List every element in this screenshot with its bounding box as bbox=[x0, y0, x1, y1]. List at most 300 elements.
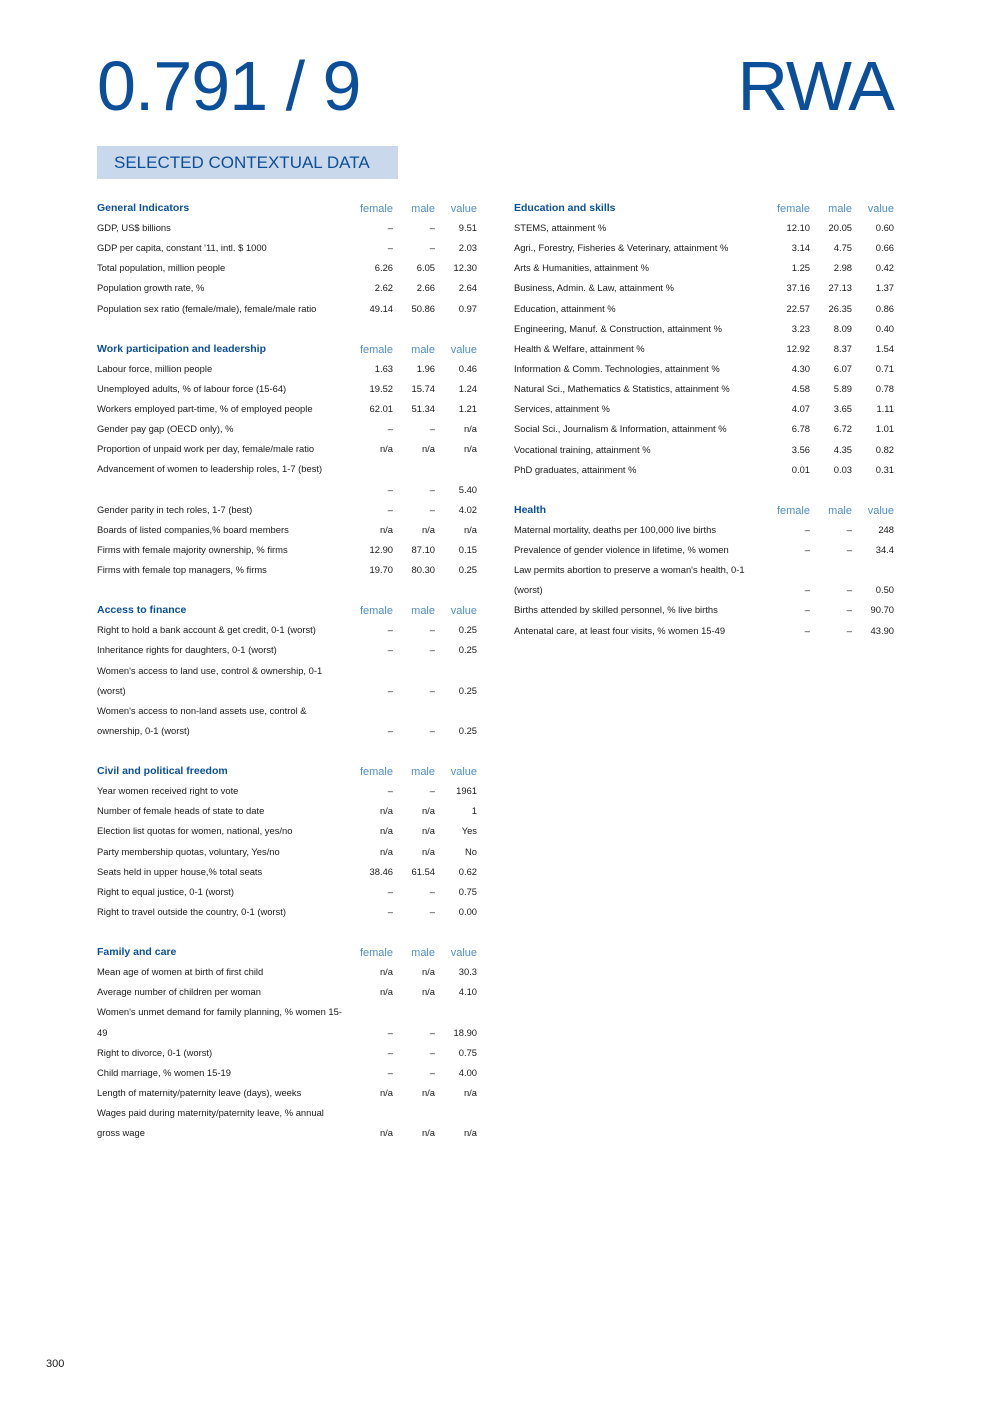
male-value: 51.34 bbox=[411, 402, 435, 414]
female-value: – bbox=[804, 523, 810, 535]
male-value: 5.89 bbox=[833, 383, 852, 395]
row-label: GDP, US$ billions bbox=[97, 222, 171, 233]
row-label: Proportion of unpaid work per day, female/male ratio bbox=[97, 443, 315, 455]
column-header-value: value bbox=[450, 766, 477, 779]
section-work-participation-and-leadership bbox=[97, 339, 477, 581]
section-title: Family and care bbox=[97, 946, 177, 959]
section-header bbox=[97, 198, 477, 218]
table-row bbox=[514, 419, 894, 439]
table-row bbox=[97, 842, 477, 862]
row-label: Education, attainment % bbox=[514, 302, 616, 314]
section-title: Access to finance bbox=[97, 604, 187, 617]
row-label: PhD graduates, attainment % bbox=[514, 463, 637, 475]
table-row bbox=[97, 1083, 477, 1103]
male-value: – bbox=[429, 624, 435, 636]
male-value: n/a bbox=[421, 443, 435, 455]
row-label: Average number of children per woman bbox=[97, 986, 261, 998]
column-header-value: value bbox=[450, 605, 477, 618]
column-header-male: male bbox=[411, 343, 435, 356]
row-label: Unemployed adults, % of labour force (15-64) bbox=[97, 382, 287, 394]
ratio-value: 0.25 bbox=[458, 624, 477, 636]
female-value: – bbox=[387, 1066, 393, 1078]
ratio-value: n/a bbox=[463, 1127, 477, 1139]
female-value: 4.30 bbox=[791, 362, 810, 374]
female-value: 1.63 bbox=[374, 362, 393, 374]
ratio-value: 1961 bbox=[456, 785, 477, 797]
table-row bbox=[97, 862, 477, 882]
female-value: 1.25 bbox=[791, 262, 810, 274]
male-value: 50.86 bbox=[411, 302, 435, 314]
row-label: Wages paid during maternity/paternity leave, % annual gross wage bbox=[97, 1107, 324, 1139]
male-value: – bbox=[429, 423, 435, 435]
row-label: Right to travel outside the country, 0-1 (worst) bbox=[97, 905, 286, 917]
column-header-value: value bbox=[450, 343, 477, 356]
female-value: 6.26 bbox=[374, 262, 393, 274]
table-row bbox=[514, 440, 894, 460]
section-general-indicators bbox=[97, 198, 477, 319]
ratio-value: 0.97 bbox=[458, 302, 477, 314]
section-access-to-finance bbox=[97, 600, 477, 741]
ratio-value: 2.64 bbox=[458, 282, 477, 294]
table-row bbox=[97, 1103, 477, 1143]
male-value: – bbox=[429, 222, 435, 233]
table-row bbox=[97, 299, 477, 319]
female-value: 38.46 bbox=[369, 865, 393, 877]
ratio-value: n/a bbox=[463, 423, 477, 435]
row-label: Right to divorce, 0-1 (worst) bbox=[97, 1046, 213, 1058]
row-label: Gender parity in tech roles, 1-7 (best) bbox=[97, 503, 253, 515]
ratio-value: 5.40 bbox=[458, 483, 477, 495]
column-header-female: female bbox=[776, 504, 810, 517]
section-title: Civil and political freedom bbox=[97, 765, 228, 778]
row-label: Births attended by skilled personnel, % live births bbox=[514, 604, 718, 616]
table-row bbox=[514, 399, 894, 419]
ratio-value: 0.31 bbox=[875, 463, 894, 475]
row-label: Natural Sci., Mathematics & Statistics, attainment % bbox=[514, 383, 730, 395]
row-label: Health & Welfare, attainment % bbox=[514, 342, 645, 354]
table-row bbox=[97, 1002, 477, 1042]
female-value: – bbox=[804, 624, 810, 636]
section-header bbox=[97, 942, 477, 962]
row-label: Length of maternity/paternity leave (days), weeks bbox=[97, 1086, 302, 1098]
table-row bbox=[514, 339, 894, 359]
ratio-value: 0.71 bbox=[875, 362, 894, 374]
male-value: n/a bbox=[421, 1127, 435, 1139]
row-label: Social Sci., Journalism & Information, attainment % bbox=[514, 423, 727, 435]
table-row bbox=[97, 821, 477, 841]
female-value: 37.16 bbox=[786, 282, 810, 294]
female-value: – bbox=[387, 624, 393, 636]
table-row bbox=[97, 459, 477, 499]
ratio-value: 90.70 bbox=[870, 604, 894, 616]
table-row bbox=[97, 962, 477, 982]
column-header-male: male bbox=[411, 203, 435, 215]
row-label: Business, Admin. & Law, attainment % bbox=[514, 282, 674, 294]
section-header bbox=[514, 500, 894, 520]
row-label: Mean age of women at birth of first child bbox=[97, 966, 264, 978]
female-value: 3.56 bbox=[791, 443, 810, 455]
male-value: – bbox=[846, 604, 852, 616]
male-value: n/a bbox=[421, 986, 435, 998]
table-row bbox=[97, 439, 477, 459]
country-code: RWA bbox=[737, 47, 894, 125]
female-value: – bbox=[387, 785, 393, 797]
table-row bbox=[514, 319, 894, 339]
ratio-value: 12.30 bbox=[453, 262, 477, 274]
ratio-value: 18.90 bbox=[453, 1026, 477, 1038]
row-label: Boards of listed companies,% board members bbox=[97, 523, 289, 535]
ratio-value: n/a bbox=[463, 523, 477, 535]
section-header bbox=[97, 339, 477, 359]
female-value: – bbox=[387, 684, 393, 696]
column-header-male: male bbox=[828, 203, 852, 215]
left-column bbox=[97, 198, 477, 1163]
table-row bbox=[97, 982, 477, 1002]
row-label: Women's unmet demand for family planning, % women 15-49 bbox=[97, 1006, 342, 1038]
female-value: – bbox=[387, 242, 393, 254]
column-header-value: value bbox=[450, 203, 477, 215]
female-value: 6.78 bbox=[791, 423, 810, 435]
column-header-value: value bbox=[867, 203, 894, 215]
table-row bbox=[97, 882, 477, 902]
female-value: – bbox=[387, 1026, 393, 1038]
female-value: 4.58 bbox=[791, 383, 810, 395]
row-label: Gender pay gap (OECD only), % bbox=[97, 423, 234, 435]
female-value: – bbox=[387, 644, 393, 656]
male-value: n/a bbox=[421, 966, 435, 978]
row-label: Right to hold a bank account & get credit, 0-1 (worst) bbox=[97, 624, 316, 636]
row-label: Election list quotas for women, national, yes/no bbox=[97, 825, 293, 837]
column-header-value: value bbox=[450, 947, 477, 960]
row-label: GDP per capita, constant '11, intl. $ 1000 bbox=[97, 242, 267, 254]
male-value: 6.72 bbox=[833, 423, 852, 435]
score-heading: 0.791 / 9 bbox=[97, 47, 361, 125]
row-label: Inheritance rights for daughters, 0-1 (worst) bbox=[97, 644, 277, 656]
table-row bbox=[514, 379, 894, 399]
ratio-value: 0.86 bbox=[875, 302, 894, 314]
column-header-female: female bbox=[776, 203, 810, 215]
female-value: 0.01 bbox=[791, 463, 810, 475]
table-row bbox=[514, 520, 894, 540]
female-value: 3.23 bbox=[791, 322, 810, 334]
table-row bbox=[97, 640, 477, 660]
female-value: – bbox=[387, 483, 393, 495]
ratio-value: 248 bbox=[878, 523, 894, 535]
male-value: – bbox=[429, 724, 435, 736]
section-title: General Indicators bbox=[97, 202, 190, 214]
table-row bbox=[514, 238, 894, 258]
row-label: Women's access to land use, control & ownership, 0-1 (worst) bbox=[97, 664, 323, 696]
ratio-value: 0.42 bbox=[875, 262, 894, 274]
ratio-value: 0.82 bbox=[875, 443, 894, 455]
male-value: – bbox=[429, 503, 435, 515]
ratio-value: 2.03 bbox=[458, 242, 477, 254]
table-row bbox=[514, 278, 894, 298]
female-value: n/a bbox=[379, 1086, 393, 1098]
column-header-female: female bbox=[359, 343, 393, 356]
row-label: Women's access to non-land assets use, control & ownership, 0-1 (worst) bbox=[97, 704, 307, 736]
column-header-male: male bbox=[411, 605, 435, 618]
male-value: 1.96 bbox=[416, 362, 435, 374]
table-row bbox=[97, 379, 477, 399]
female-value: 3.14 bbox=[791, 242, 810, 254]
table-row bbox=[514, 218, 894, 238]
table-row bbox=[514, 560, 894, 600]
ratio-value: 0.50 bbox=[875, 584, 894, 596]
female-value: 4.07 bbox=[791, 403, 810, 415]
column-header-female: female bbox=[359, 766, 393, 779]
row-label: Advancement of women to leadership roles, 1-7 (best) bbox=[97, 463, 323, 475]
male-value: – bbox=[429, 684, 435, 696]
row-label: Engineering, Manuf. & Construction, attainment % bbox=[514, 322, 722, 334]
male-value: 8.09 bbox=[833, 322, 852, 334]
female-value: 62.01 bbox=[369, 402, 393, 414]
female-value: – bbox=[387, 905, 393, 917]
column-header-female: female bbox=[359, 203, 393, 215]
female-value: n/a bbox=[379, 443, 393, 455]
section-civil-and-political-freedom bbox=[97, 761, 477, 922]
female-value: – bbox=[804, 584, 810, 596]
male-value: 4.75 bbox=[833, 242, 852, 254]
column-header-male: male bbox=[411, 766, 435, 779]
table-row bbox=[514, 460, 894, 480]
row-label: Arts & Humanities, attainment % bbox=[514, 262, 649, 274]
female-value: 49.14 bbox=[369, 302, 393, 314]
ratio-value: 0.25 bbox=[458, 724, 477, 736]
ratio-value: 0.46 bbox=[458, 362, 477, 374]
female-value: – bbox=[387, 885, 393, 897]
right-column bbox=[514, 198, 894, 661]
male-value: 2.66 bbox=[416, 282, 435, 294]
row-label: Agri., Forestry, Fisheries & Veterinary, attainment % bbox=[514, 242, 729, 254]
table-row bbox=[97, 218, 477, 238]
table-row bbox=[97, 781, 477, 801]
ratio-value: n/a bbox=[463, 1086, 477, 1098]
female-value: 12.90 bbox=[369, 543, 393, 555]
male-value: 20.05 bbox=[828, 222, 852, 233]
section-header bbox=[97, 761, 477, 781]
table-row bbox=[97, 278, 477, 298]
row-label: STEMS, attainment % bbox=[514, 222, 607, 233]
column-header-female: female bbox=[359, 947, 393, 960]
male-value: 8.37 bbox=[833, 342, 852, 354]
table-row bbox=[97, 620, 477, 640]
ratio-value: Yes bbox=[461, 825, 477, 837]
table-row bbox=[97, 419, 477, 439]
male-value: – bbox=[429, 885, 435, 897]
ratio-value: 1.54 bbox=[875, 342, 894, 354]
table-row bbox=[97, 801, 477, 821]
table-row bbox=[97, 238, 477, 258]
ratio-value: 1.01 bbox=[875, 423, 894, 435]
female-value: n/a bbox=[379, 825, 393, 837]
table-row bbox=[97, 359, 477, 379]
male-value: 3.65 bbox=[833, 403, 852, 415]
table-row bbox=[514, 258, 894, 278]
female-value: 19.52 bbox=[369, 382, 393, 394]
male-value: – bbox=[429, 1066, 435, 1078]
female-value: 19.70 bbox=[369, 564, 393, 576]
table-row bbox=[97, 399, 477, 419]
male-value: 2.98 bbox=[833, 262, 852, 274]
ratio-value: No bbox=[465, 845, 477, 857]
ratio-value: 9.51 bbox=[458, 222, 477, 233]
ratio-value: 0.25 bbox=[458, 644, 477, 656]
ratio-value: 34.4 bbox=[875, 543, 894, 555]
table-row bbox=[514, 540, 894, 560]
male-value: – bbox=[429, 905, 435, 917]
section-banner: SELECTED CONTEXTUAL DATA bbox=[97, 146, 398, 179]
table-row bbox=[97, 258, 477, 278]
male-value: – bbox=[429, 483, 435, 495]
male-value: – bbox=[429, 785, 435, 797]
table-row bbox=[514, 600, 894, 620]
male-value: – bbox=[846, 523, 852, 535]
row-label: Party membership quotas, voluntary, Yes/no bbox=[97, 845, 280, 857]
ratio-value: 0.40 bbox=[875, 322, 894, 334]
male-value: n/a bbox=[421, 805, 435, 817]
row-label: Maternal mortality, deaths per 100,000 live births bbox=[514, 523, 717, 535]
female-value: – bbox=[387, 222, 393, 233]
ratio-value: 0.25 bbox=[458, 684, 477, 696]
female-value: n/a bbox=[379, 966, 393, 978]
row-label: Firms with female top managers, % firms bbox=[97, 564, 267, 576]
male-value: – bbox=[846, 624, 852, 636]
ratio-value: 1.21 bbox=[458, 402, 477, 414]
section-health bbox=[514, 500, 894, 641]
table-row bbox=[97, 1043, 477, 1063]
row-label: Vocational training, attainment % bbox=[514, 443, 651, 455]
ratio-value: 4.02 bbox=[458, 503, 477, 515]
male-value: 26.35 bbox=[828, 302, 852, 314]
ratio-value: 4.10 bbox=[458, 986, 477, 998]
female-value: – bbox=[387, 423, 393, 435]
female-value: – bbox=[804, 604, 810, 616]
row-label: Right to equal justice, 0-1 (worst) bbox=[97, 885, 235, 897]
female-value: 2.62 bbox=[374, 282, 393, 294]
row-label: Workers employed part-time, % of employed people bbox=[97, 402, 313, 414]
row-label: Law permits abortion to preserve a woman's health, 0-1 (worst) bbox=[514, 564, 745, 596]
female-value: 12.92 bbox=[786, 342, 810, 354]
ratio-value: 0.66 bbox=[875, 242, 894, 254]
male-value: n/a bbox=[421, 825, 435, 837]
ratio-value: 0.75 bbox=[458, 885, 477, 897]
row-label: Services, attainment % bbox=[514, 403, 610, 415]
row-label: Population growth rate, % bbox=[97, 282, 205, 294]
row-label: Total population, million people bbox=[97, 262, 226, 274]
ratio-value: 0.25 bbox=[458, 564, 477, 576]
row-label: Firms with female majority ownership, % firms bbox=[97, 543, 288, 555]
male-value: 4.35 bbox=[833, 443, 852, 455]
ratio-value: 4.00 bbox=[458, 1066, 477, 1078]
female-value: 12.10 bbox=[786, 222, 810, 233]
table-row bbox=[97, 560, 477, 580]
section-title: Work participation and leadership bbox=[97, 342, 267, 355]
section-family-and-care bbox=[97, 942, 477, 1143]
row-label: Antenatal care, at least four visits, % women 15-49 bbox=[514, 624, 726, 636]
row-label: Year women received right to vote bbox=[97, 785, 239, 797]
ratio-value: 1.24 bbox=[458, 382, 477, 394]
ratio-value: 0.78 bbox=[875, 383, 894, 395]
section-education-and-skills bbox=[514, 198, 894, 480]
male-value: 61.54 bbox=[411, 865, 435, 877]
male-value: n/a bbox=[421, 523, 435, 535]
section-header bbox=[514, 198, 894, 218]
column-header-value: value bbox=[867, 504, 894, 517]
male-value: 6.07 bbox=[833, 362, 852, 374]
table-row bbox=[97, 661, 477, 701]
male-value: – bbox=[429, 1046, 435, 1058]
male-value: – bbox=[846, 543, 852, 555]
male-value: 27.13 bbox=[828, 282, 852, 294]
male-value: – bbox=[429, 242, 435, 254]
table-row bbox=[97, 701, 477, 741]
table-row bbox=[97, 520, 477, 540]
row-label: Population sex ratio (female/male), female/male ratio bbox=[97, 302, 317, 314]
female-value: 22.57 bbox=[786, 302, 810, 314]
column-header-male: male bbox=[828, 504, 852, 517]
female-value: n/a bbox=[379, 523, 393, 535]
male-value: – bbox=[846, 584, 852, 596]
male-value: – bbox=[429, 644, 435, 656]
row-label: Number of female heads of state to date bbox=[97, 805, 265, 817]
ratio-value: 1 bbox=[471, 805, 477, 817]
ratio-value: 0.62 bbox=[458, 865, 477, 877]
female-value: – bbox=[387, 1046, 393, 1058]
male-value: 6.05 bbox=[416, 262, 435, 274]
row-label: Labour force, million people bbox=[97, 362, 213, 374]
female-value: n/a bbox=[379, 1127, 393, 1139]
table-row bbox=[97, 540, 477, 560]
table-row bbox=[514, 359, 894, 379]
table-row bbox=[514, 299, 894, 319]
ratio-value: 0.15 bbox=[458, 543, 477, 555]
page-number: 300 bbox=[46, 1358, 65, 1370]
female-value: – bbox=[387, 503, 393, 515]
row-label: Seats held in upper house,% total seats bbox=[97, 865, 263, 877]
male-value: 15.74 bbox=[411, 382, 435, 394]
male-value: 80.30 bbox=[411, 564, 435, 576]
table-row bbox=[97, 500, 477, 520]
ratio-value: 0.60 bbox=[875, 222, 894, 233]
column-header-male: male bbox=[411, 947, 435, 960]
table-row bbox=[514, 621, 894, 641]
section-title: Health bbox=[514, 503, 547, 516]
row-label: Information & Comm. Technologies, attainment % bbox=[514, 362, 720, 374]
male-value: – bbox=[429, 1026, 435, 1038]
ratio-value: 30.3 bbox=[458, 966, 477, 978]
ratio-value: 0.75 bbox=[458, 1046, 477, 1058]
male-value: 0.03 bbox=[833, 463, 852, 475]
male-value: n/a bbox=[421, 845, 435, 857]
male-value: n/a bbox=[421, 1086, 435, 1098]
section-title: Education and skills bbox=[514, 202, 616, 214]
section-header bbox=[97, 600, 477, 620]
male-value: 87.10 bbox=[411, 543, 435, 555]
table-row bbox=[97, 902, 477, 922]
ratio-value: 1.11 bbox=[876, 403, 894, 415]
female-value: – bbox=[804, 543, 810, 555]
ratio-value: 43.90 bbox=[870, 624, 894, 636]
female-value: n/a bbox=[379, 845, 393, 857]
row-label: Prevalence of gender violence in lifetime, % women bbox=[514, 543, 729, 555]
ratio-value: 0.00 bbox=[458, 905, 477, 917]
ratio-value: 1.37 bbox=[875, 282, 894, 294]
female-value: – bbox=[387, 724, 393, 736]
table-row bbox=[97, 1063, 477, 1083]
row-label: Child marriage, % women 15-19 bbox=[97, 1066, 231, 1078]
column-header-female: female bbox=[359, 605, 393, 618]
